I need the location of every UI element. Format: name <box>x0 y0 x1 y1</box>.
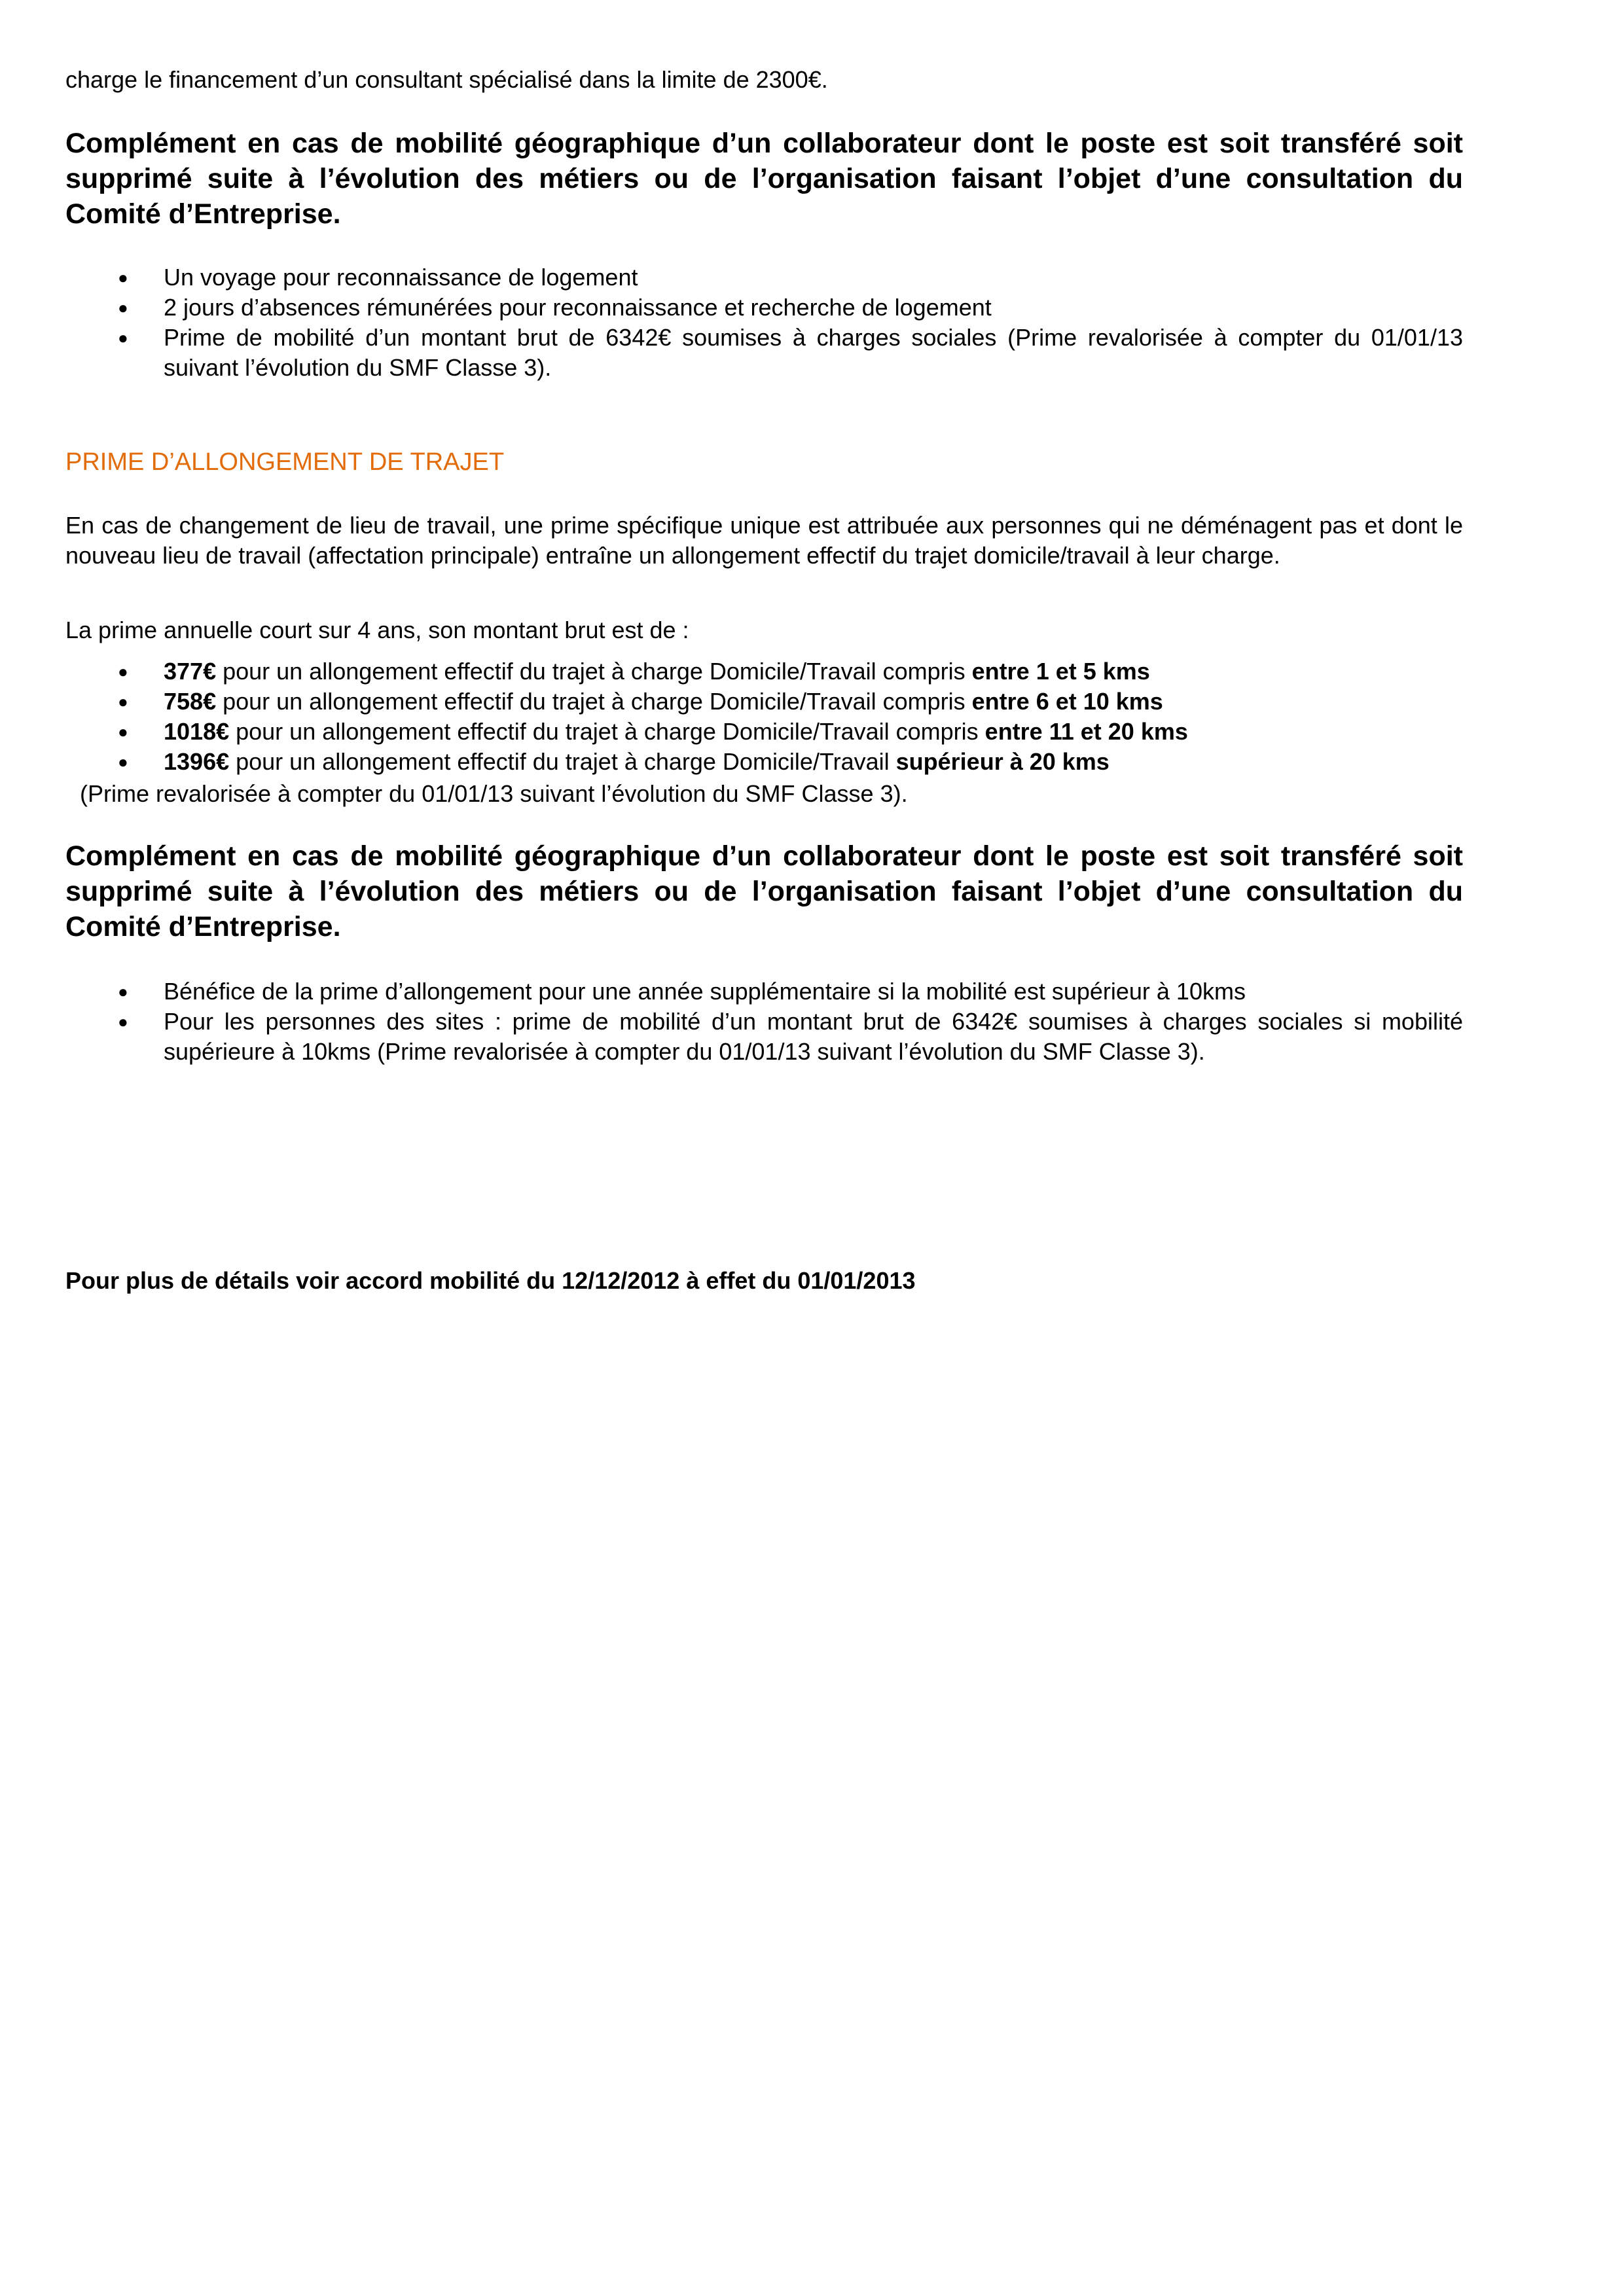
complement-heading-2: Complément en cas de mobilité géographique d’un collaborateur dont le poste est soit transféré soit supprimé suite à l’évolution des métiers ou de l’organisation faisant l’objet d’une consultation du Comité d’Entreprise. <box>65 840 1463 942</box>
complement-heading-1: Complément en cas de mobilité géographique d’un collaborateur dont le poste est soit transféré soit supprimé suite à l’évolution des métiers ou de l’organisation faisant l’objet d’une consultation du Comité d’Entreprise. <box>65 128 1463 230</box>
bullet-icon: ● <box>118 722 128 742</box>
list-item: ● Un voyage pour reconnaissance de logement <box>65 262 1463 293</box>
prime-list <box>65 656 1463 777</box>
prime-amount: 758€ <box>164 688 217 715</box>
footer-note: Pour plus de détails voir accord mobilité du 12/12/2012 à effet du 01/01/2013 <box>65 1267 916 1294</box>
prime-amount: 1396€ <box>164 748 230 775</box>
revalorisation-note: (Prime revalorisée à compter du 01/01/13 suivant l’évolution du SMF Classe 3). <box>80 780 908 807</box>
prime-range: entre 6 et 10 kms <box>971 688 1163 715</box>
list-item: ● 1396€ pour un allongement effectif du trajet à charge Domicile/Travail supérieur à 20 kms <box>65 747 1463 777</box>
section-paragraph: En cas de changement de lieu de travail, une prime spécifique unique est attribuée aux personnes qui ne déménagent pas et dont le nouveau lieu de travail (affectation principale) entraîne un allongement effectif du trajet domicile/travail à leur charge. <box>65 512 1463 569</box>
bullet-icon: ● <box>118 662 128 681</box>
complement-list-1 <box>65 262 1463 383</box>
prime-amount: 377€ <box>164 658 217 685</box>
complement-list-2 <box>65 977 1463 1067</box>
list-item: ● Pour les personnes des sites : prime de mobilité d’un montant brut de 6342€ soumises à charges sociales si mobilité supérieure à 10kms (Prime revalorisée à compter du 01/01/13 suivant l’évolution du SMF Classe 3). <box>118 1008 1463 1065</box>
bullet-icon: ● <box>118 1012 128 1031</box>
bullet-icon: ● <box>118 268 128 287</box>
bullet-icon: ● <box>118 298 128 317</box>
bullet-icon: ● <box>118 752 128 772</box>
section-title: PRIME D’ALLONGEMENT DE TRAJET <box>65 448 505 476</box>
bullet-icon: ● <box>118 692 128 711</box>
bullet-icon: ● <box>118 982 128 1001</box>
list-item: ● 2 jours d’absences rémunérées pour reconnaissance et recherche de logement <box>65 293 1463 323</box>
prime-range: entre 1 et 5 kms <box>971 658 1150 685</box>
list-item: ● 758€ pour un allongement effectif du trajet à charge Domicile/Travail compris entre 6 et 10 kms <box>65 687 1463 717</box>
annual-intro: La prime annuelle court sur 4 ans, son montant brut est de : <box>65 617 689 643</box>
list-item: ● 1018€ pour un allongement effectif du trajet à charge Domicile/Travail compris entre 11 et 20 kms <box>65 717 1463 747</box>
list-item: ● 377€ pour un allongement effectif du trajet à charge Domicile/Travail compris entre 1 et 5 kms <box>65 656 1463 687</box>
list-item: ● Bénéfice de la prime d’allongement pour une année supplémentaire si la mobilité est supérieur à 10kms <box>65 977 1463 1007</box>
intro-line: charge le financement d’un consultant spécialisé dans la limite de 2300€. <box>65 66 828 93</box>
bullet-icon: ● <box>118 328 128 348</box>
prime-range: entre 11 et 20 kms <box>984 718 1188 745</box>
prime-range: supérieur à 20 kms <box>895 748 1110 775</box>
list-item: ● Prime de mobilité d’un montant brut de 6342€ soumises à charges sociales (Prime revalorisée à compter du 01/01/13 suivant l’évolution du SMF Classe 3). <box>118 324 1463 381</box>
prime-amount: 1018€ <box>164 718 230 745</box>
